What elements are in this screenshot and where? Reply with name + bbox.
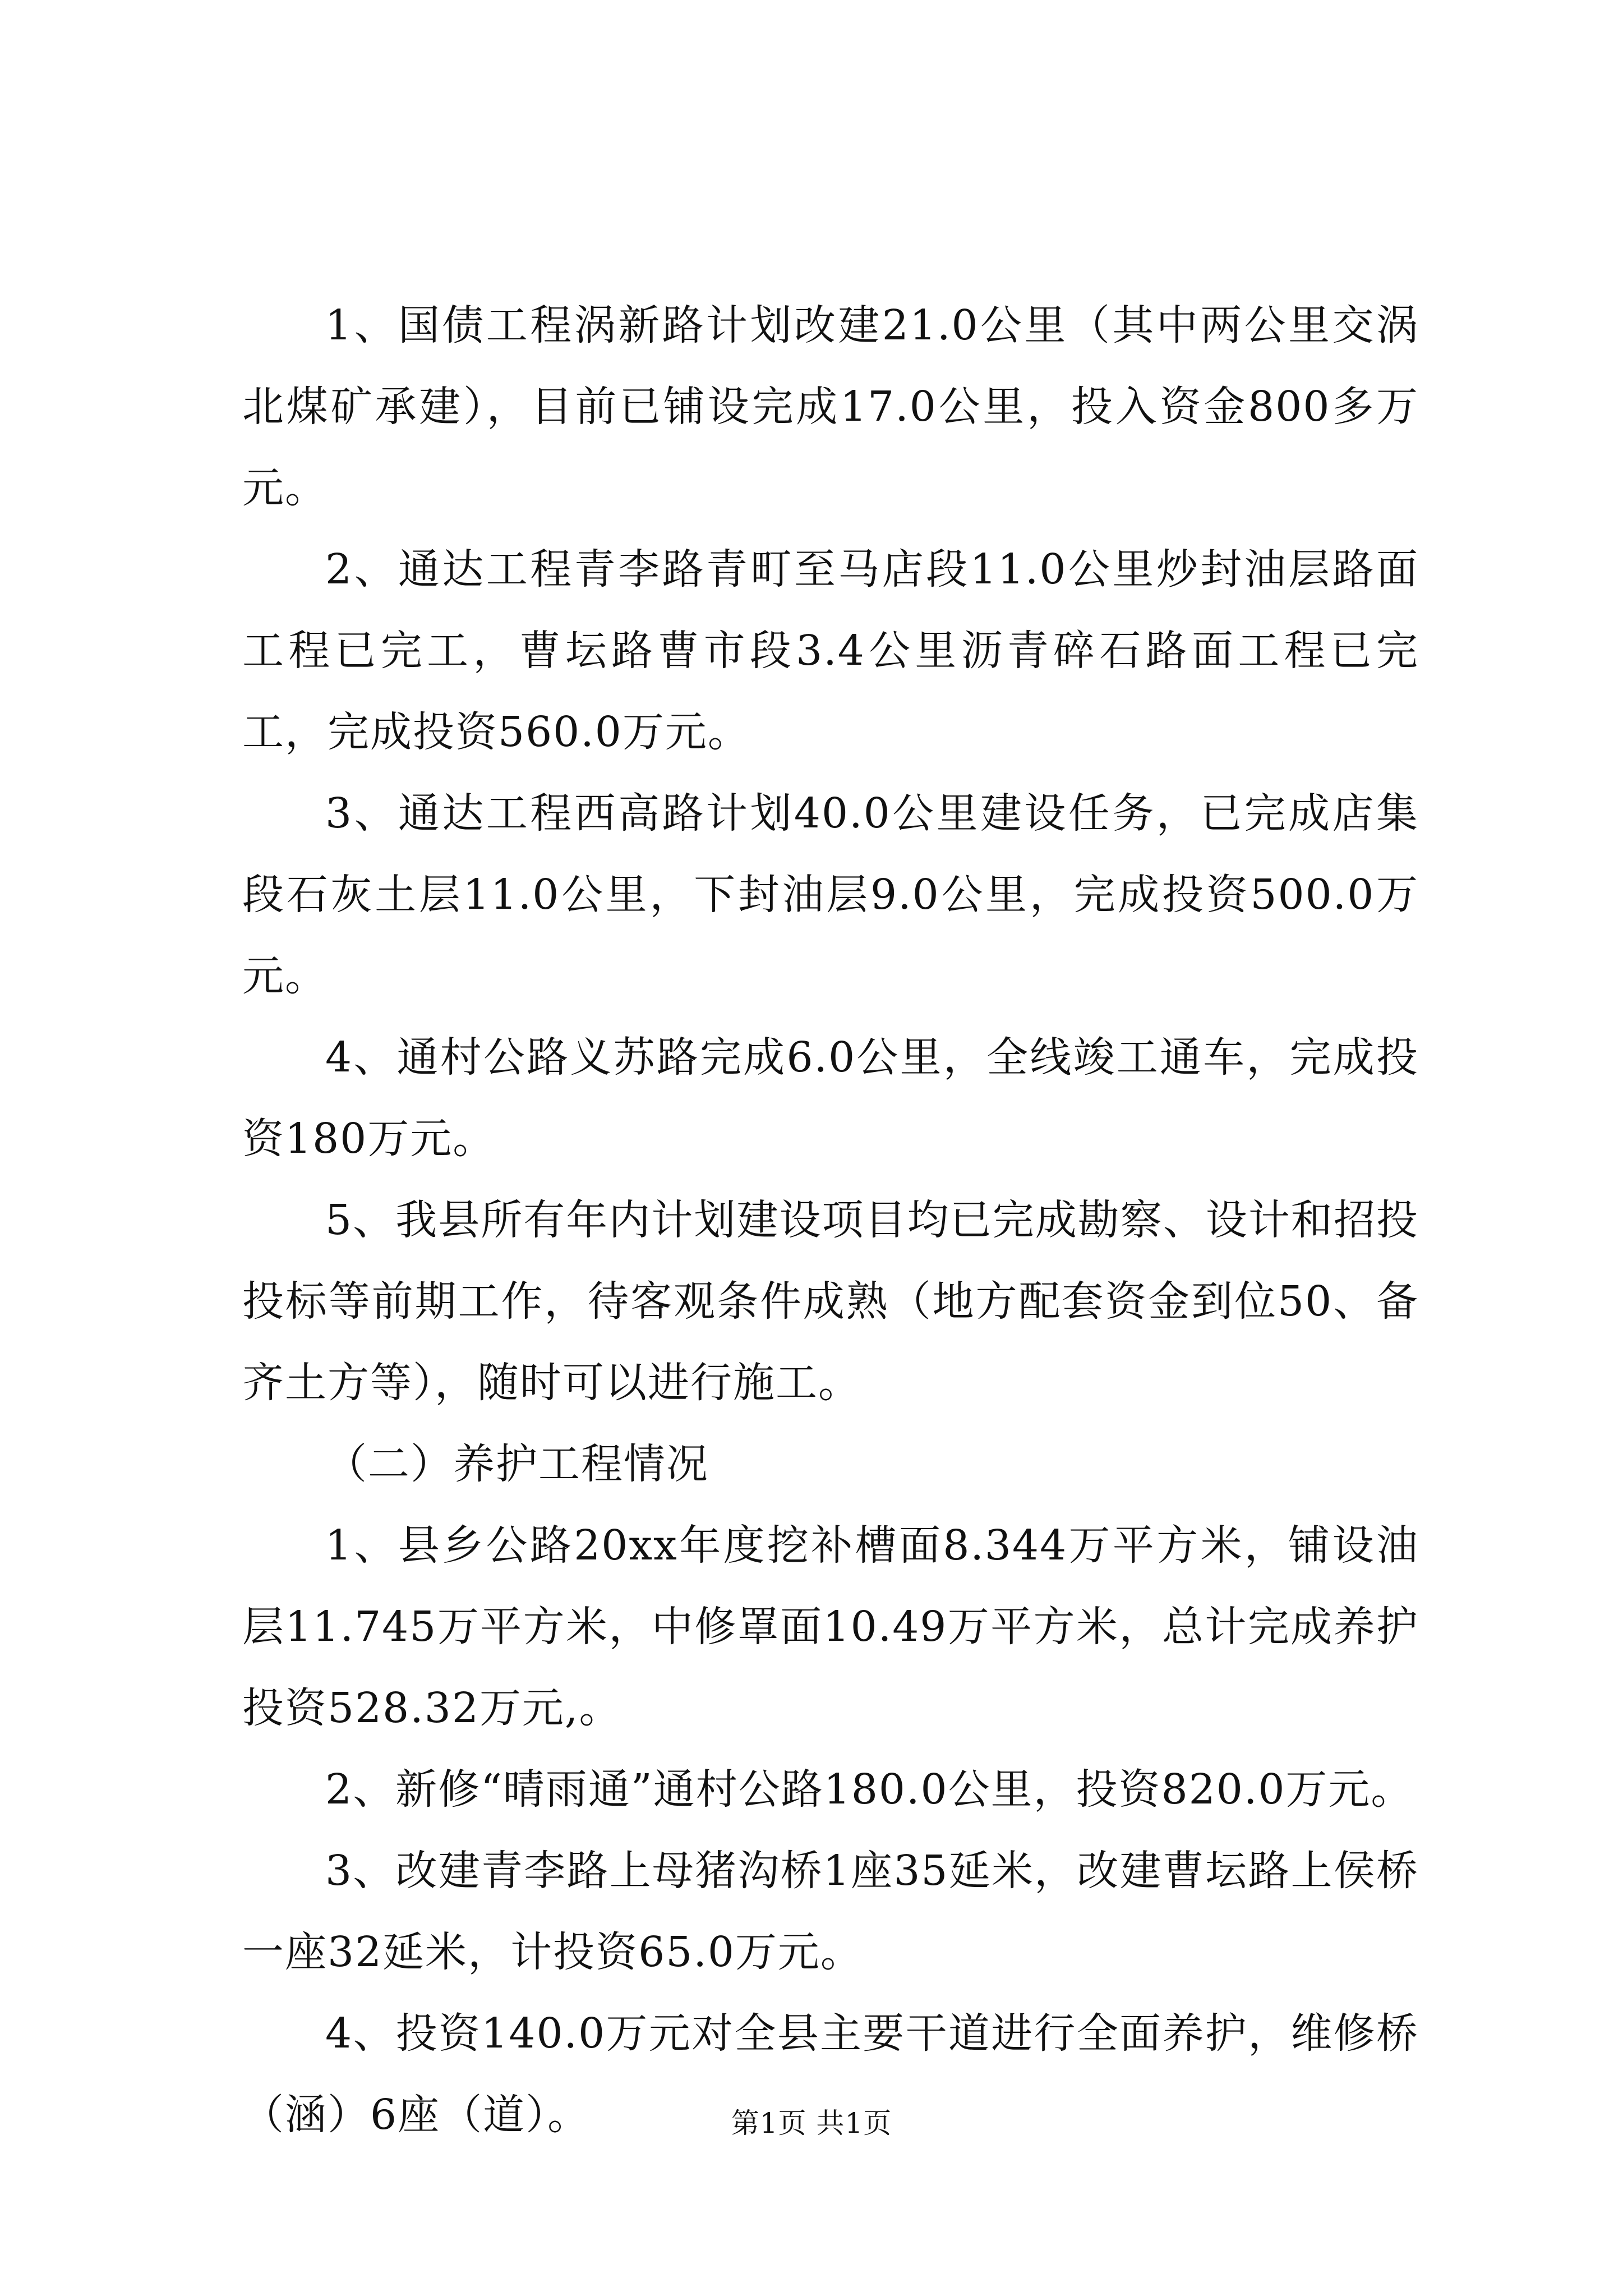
- paragraph-4: 4、通村公路义苏路完成6.0公里，全线竣工通车，完成投资180万元。: [242, 1033, 1419, 1163]
- paragraph-5: 5、我县所有年内计划建设项目均已完成勘察、设计和招投投标等前期工作，待客观条件成熟（地方配套资金到位50、备齐土方等），随时可以进行施工。: [242, 1196, 1419, 1407]
- paragraph-7: 2、新修“晴雨通”通村公路180.0公里，投资820.0万元。: [325, 1765, 1414, 1814]
- paragraph-9: 4、投资140.0万元对全县主要干道进行全面养护，维修桥（涵）6座（道）。: [242, 2009, 1419, 2139]
- paragraph-2: 2、通达工程青李路青町至马店段11.0公里炒封油层路面工程已完工，曹坛路曹市段3.4公里沥青碎石路面工程已完工，完成投资560.0万元。: [242, 545, 1419, 756]
- paragraph-1: 1、国债工程涡新路计划改建21.0公里（其中两公里交涡北煤矿承建），目前已铺设完成17.0公里，投入资金800多万元。: [242, 301, 1419, 512]
- paragraph-3: 3、通达工程西高路计划40.0公里建设任务，已完成店集段石灰土层11.0公里，下封油层9.0公里，完成投资500.0万元。: [242, 789, 1419, 1000]
- paragraph-8: 3、改建青李路上母猪沟桥1座35延米，改建曹坛路上侯桥一座32延米，计投资65.0万元。: [242, 1847, 1419, 1976]
- document-body: [242, 285, 1419, 2156]
- section-heading-maintenance: （二）养护工程情况: [325, 1440, 709, 1488]
- page-footer: 第1页 共1页: [731, 2107, 892, 2139]
- paragraph-6: 1、县乡公路20xx年度挖补槽面8.344万平方米，铺设油层11.745万平方米，中修罩面10.49万平方米，总计完成养护投资528.32万元,。: [242, 1521, 1419, 1732]
